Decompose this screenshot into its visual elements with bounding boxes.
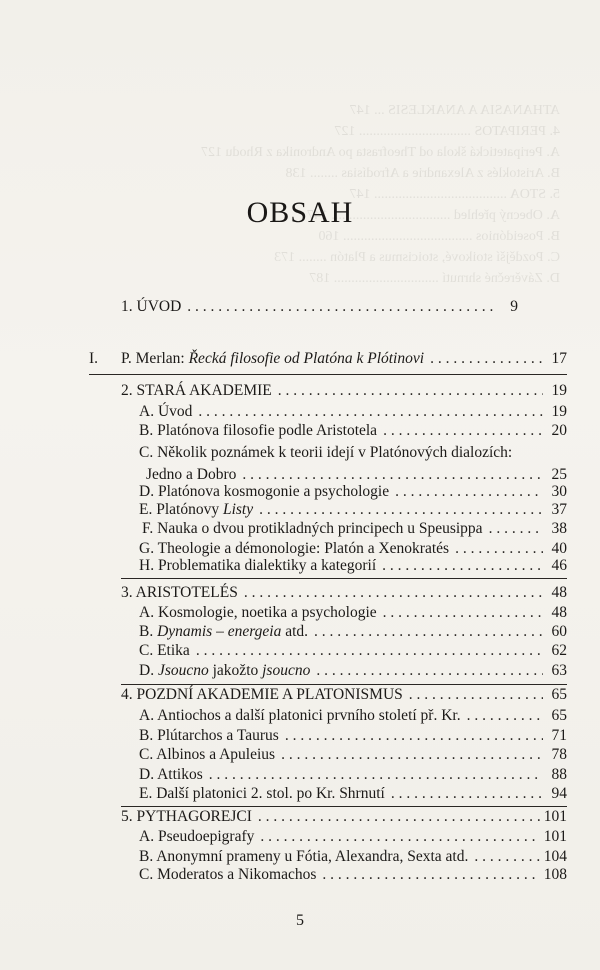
toc-entry-label: 2. STARÁ AKADEMIE bbox=[121, 382, 272, 399]
leader-dots bbox=[285, 726, 543, 746]
section-divider bbox=[89, 374, 567, 375]
toc-entry-merlan bbox=[89, 349, 567, 369]
toc-entry-label: A. Pseudoepigrafy bbox=[139, 828, 255, 845]
leader-dots bbox=[281, 745, 543, 765]
toc-entry-label: B. Anonymní prameny u Fótia, Alexandra, Sexta atd. bbox=[139, 848, 469, 865]
toc-entry-page: 108 bbox=[543, 866, 567, 883]
toc-entry-moderatos bbox=[139, 865, 567, 885]
toc-entry-aristoteles bbox=[121, 583, 567, 603]
leader-dots bbox=[259, 500, 543, 520]
toc-entry-jsoucno bbox=[139, 661, 567, 681]
leader-dots bbox=[278, 381, 543, 401]
leader-dots bbox=[489, 519, 543, 539]
toc-entry-label: A. Úvod bbox=[139, 403, 193, 420]
toc-entry-label: D. Platónova kosmogonie a psychologie bbox=[139, 483, 390, 500]
section-divider bbox=[121, 578, 567, 579]
toc-entry-etika bbox=[139, 641, 567, 661]
toc-entry-page: 17 bbox=[551, 350, 567, 367]
leader-dots bbox=[209, 765, 543, 785]
leader-dots bbox=[196, 641, 543, 661]
toc-entry-page: 101 bbox=[543, 828, 567, 845]
toc-entry-page: 94 bbox=[551, 785, 567, 802]
leader-dots bbox=[474, 847, 539, 867]
toc-entry-label: E. Platónovy Listy bbox=[139, 501, 254, 518]
leader-dots bbox=[260, 827, 539, 847]
toc-entry-label: 4. POZDNÍ AKADEMIE A PLATONISMUS bbox=[121, 686, 403, 703]
toc-entry-page: 25 bbox=[551, 466, 567, 483]
toc-entry-page: 19 bbox=[551, 382, 567, 399]
toc-entry-page: 20 bbox=[551, 422, 567, 439]
toc-entry-dialektika bbox=[139, 556, 567, 576]
toc-entry-uvod-a bbox=[139, 402, 567, 422]
toc-entry-platon-aristoteles bbox=[139, 421, 567, 441]
bleed-through-text: ATHANASIA A ANAKLESIS ... 147 4. PERIPATOS ................................ 127 A. Peripatetická škola od Theofrasta po Andronika z Rhodu 127 B. Aristoklés z Alexandrie a Afrodísias ........ 138 5. STOA ...................................... 147 A. Obecný přehled .................................. 147 B. Poseidónios ..................................... 160 C. Pozdější stoikové, stoicismus a Platón ........ 173 D. Závěrečné shrnutí .............................. 187 bbox=[201, 103, 560, 286]
toc-entry-label: C. Několik poznámek k teorii idejí v Platónových dialozích: bbox=[139, 444, 513, 461]
leader-dots bbox=[430, 349, 543, 369]
leader-dots bbox=[322, 865, 539, 885]
toc-entry-label: E. Další platonici 2. stol. po Kr. Shrnutí bbox=[139, 785, 385, 802]
toc-entry-label: D. Jsoucno jakožto jsoucno bbox=[139, 662, 311, 679]
toc-entry-page: 19 bbox=[551, 403, 567, 420]
toc-entry-page: 48 bbox=[551, 604, 567, 621]
toc-entry-page: 30 bbox=[551, 483, 567, 500]
toc-entry-label: 1. ÚVOD bbox=[121, 298, 182, 315]
toc-entry-page: 78 bbox=[551, 746, 567, 763]
toc-entry-label: A. Antiochos a další platonici prvního století př. Kr. bbox=[139, 707, 461, 724]
toc-entry-attikos bbox=[139, 765, 567, 785]
toc-entry-label: B. Dynamis – energeia atd. bbox=[139, 623, 309, 640]
toc-entry-listy bbox=[139, 500, 567, 520]
toc-entry-page: 88 bbox=[551, 766, 567, 783]
toc-entry-pozdni-akademie bbox=[121, 685, 567, 705]
toc-entry-label: C. Etika bbox=[139, 642, 190, 659]
leader-dots bbox=[244, 583, 543, 603]
leader-dots bbox=[382, 556, 543, 576]
toc-entry-page: 60 bbox=[551, 623, 567, 640]
leader-dots bbox=[198, 402, 543, 422]
toc-entry-page: 9 bbox=[510, 298, 518, 315]
leader-dots bbox=[258, 807, 540, 827]
toc-entry-label: D. Attikos bbox=[139, 766, 203, 783]
toc-entry-label: A. Kosmologie, noetika a psychologie bbox=[139, 604, 377, 621]
toc-entry-stara-akademie bbox=[121, 381, 567, 401]
toc-entry-page: 37 bbox=[551, 501, 567, 518]
leader-dots bbox=[409, 685, 543, 705]
toc-entry-page: 101 bbox=[543, 808, 567, 825]
leader-dots bbox=[383, 603, 543, 623]
leader-dots bbox=[187, 297, 494, 317]
toc-entry-pythagorejci bbox=[121, 807, 567, 827]
toc-entry-page: 46 bbox=[551, 557, 567, 574]
toc-entry-dynamis bbox=[139, 622, 567, 642]
leader-dots bbox=[383, 421, 543, 441]
toc-entry-page: 104 bbox=[543, 848, 567, 865]
toc-entry-page: 63 bbox=[551, 662, 567, 679]
toc-entry-label-continued: Jedno a Dobro bbox=[146, 466, 237, 483]
leader-dots bbox=[467, 706, 543, 726]
toc-entry-label: F. Nauka o dvou protikladných principech u Speusippa bbox=[142, 520, 483, 537]
toc-entry-label: B. Plútarchos a Taurus bbox=[139, 727, 279, 744]
leader-dots bbox=[391, 784, 543, 804]
toc-entry-antiochos bbox=[139, 706, 567, 726]
toc-entry-page: 48 bbox=[551, 584, 567, 601]
leader-dots bbox=[395, 482, 543, 502]
leader-dots bbox=[314, 622, 543, 642]
leader-dots bbox=[316, 661, 543, 681]
toc-entry-page: 65 bbox=[551, 707, 567, 724]
toc-entry-dalsi-platonici bbox=[139, 784, 567, 804]
toc-entry-label: G. Theologie a démonologie: Platón a Xenokratés bbox=[139, 540, 450, 557]
toc-entry-uvod bbox=[121, 297, 518, 317]
toc-entry-label: I. P. Merlan: Řecká filosofie od Platóna k Plótinovi bbox=[89, 350, 425, 367]
toc-entry-label: 3. ARISTOTELÉS bbox=[121, 584, 238, 601]
page-number: 5 bbox=[296, 912, 304, 929]
toc-entry-plutarchos bbox=[139, 726, 567, 746]
toc-entry-label: C. Albinos a Apuleius bbox=[139, 746, 276, 763]
toc-entry-label: 5. PYTHAGOREJCI bbox=[121, 808, 252, 825]
toc-entry-page: 65 bbox=[551, 686, 567, 703]
toc-entry-pseudoepigrafy bbox=[139, 827, 567, 847]
page-title: OBSAH bbox=[246, 196, 354, 229]
toc-entry-page: 62 bbox=[551, 642, 567, 659]
toc-entry-albinos bbox=[139, 745, 567, 765]
toc-entry-label: B. Platónova filosofie podle Aristotela bbox=[139, 422, 378, 439]
toc-entry-kosmogonie bbox=[139, 482, 567, 502]
toc-entry-speusippos bbox=[142, 519, 567, 539]
toc-entry-label: H. Problematika dialektiky a kategorií bbox=[139, 557, 377, 574]
toc-entry-page: 38 bbox=[551, 520, 567, 537]
toc-entry-label: C. Moderatos a Nikomachos bbox=[139, 866, 317, 883]
toc-entry-page: 40 bbox=[551, 540, 567, 557]
toc-entry-kosmologie bbox=[139, 603, 567, 623]
toc-entry-page: 71 bbox=[551, 727, 567, 744]
toc-entry-anonymni-prameny bbox=[139, 847, 567, 867]
